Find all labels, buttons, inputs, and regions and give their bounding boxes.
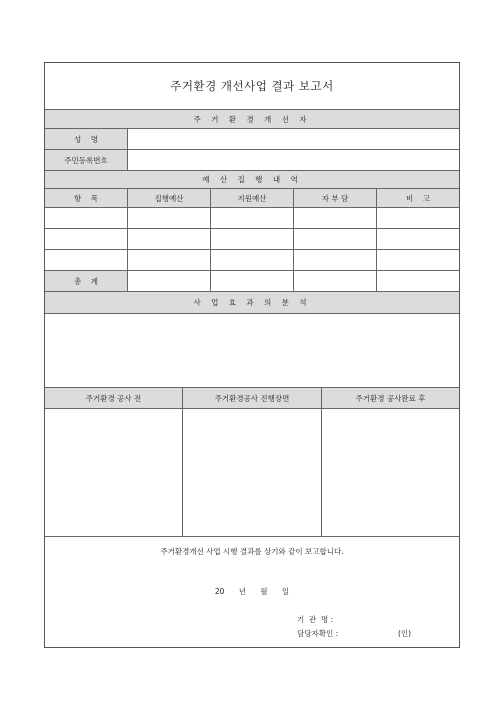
budget-cell[interactable] [45,250,128,270]
name-label: 성 명 [45,129,128,149]
budget-header-support: 지원예산 [211,189,294,207]
section-person-label: 주 거 환 경 개 선 자 [193,114,311,124]
budget-cell[interactable] [211,229,294,249]
report-statement: 주거환경개선 사업 시행 결과를 상기와 같이 보고합니다. [160,547,344,556]
budget-header-item: 항 목 [45,189,128,207]
photo-before-header: 주거환경 공사 전 [45,388,183,408]
budget-cell[interactable] [128,229,211,249]
section-analysis-label: 사 업 효 과 의 분 석 [193,298,311,307]
total-label: 총 계 [45,271,128,291]
section-analysis-header [45,292,459,314]
photo-after-header: 주거환경 공사완료 후 [322,388,459,408]
report-date: 20 년 월 일 [214,587,290,596]
section-budget-label: 예 산 집 행 내 역 [202,175,302,184]
photo-area-row [45,409,459,537]
budget-cell[interactable] [211,250,294,270]
total-note-cell[interactable] [377,271,459,291]
budget-row [45,229,459,250]
budget-cell[interactable] [294,229,377,249]
budget-cell[interactable] [377,229,459,249]
photo-header-row [45,388,459,409]
total-executed-cell[interactable] [128,271,211,291]
photo-progress-area[interactable] [183,409,322,536]
section-person-header [45,110,459,129]
page-title: 주거환경 개선사업 결과 보고서 [170,79,334,93]
analysis-area[interactable] [45,314,459,388]
seal-mark: (인) [398,629,412,638]
budget-header-row [45,189,459,208]
name-field[interactable] [128,129,459,149]
section-budget-header [45,171,459,189]
budget-cell[interactable] [211,208,294,228]
budget-header-executed: 집행예산 [128,189,211,207]
budget-row [45,250,459,271]
budget-cell[interactable] [294,208,377,228]
budget-total-row [45,271,459,292]
report-form [44,62,460,648]
id-number-label: 주민등록번호 [45,150,128,170]
budget-cell[interactable] [128,208,211,228]
name-row [45,129,459,150]
budget-cell[interactable] [377,208,459,228]
title-row [45,63,459,110]
id-row [45,150,459,171]
photo-after-area[interactable] [322,409,459,536]
id-number-field[interactable] [128,150,459,170]
total-self-cell[interactable] [294,271,377,291]
budget-row [45,208,459,229]
budget-cell[interactable] [294,250,377,270]
photo-before-area[interactable] [45,409,183,536]
total-support-cell[interactable] [211,271,294,291]
manager-label: 담당자확인 : [297,629,339,638]
budget-cell[interactable] [45,208,128,228]
budget-cell[interactable] [128,250,211,270]
budget-header-self: 자 부 담 [294,189,377,207]
budget-cell[interactable] [377,250,459,270]
agency-label: 기 관 명 : [297,615,334,624]
photo-progress-header: 주거환경공사 진행장면 [183,388,322,408]
budget-header-note: 비 고 [377,189,459,207]
budget-cell[interactable] [45,229,128,249]
